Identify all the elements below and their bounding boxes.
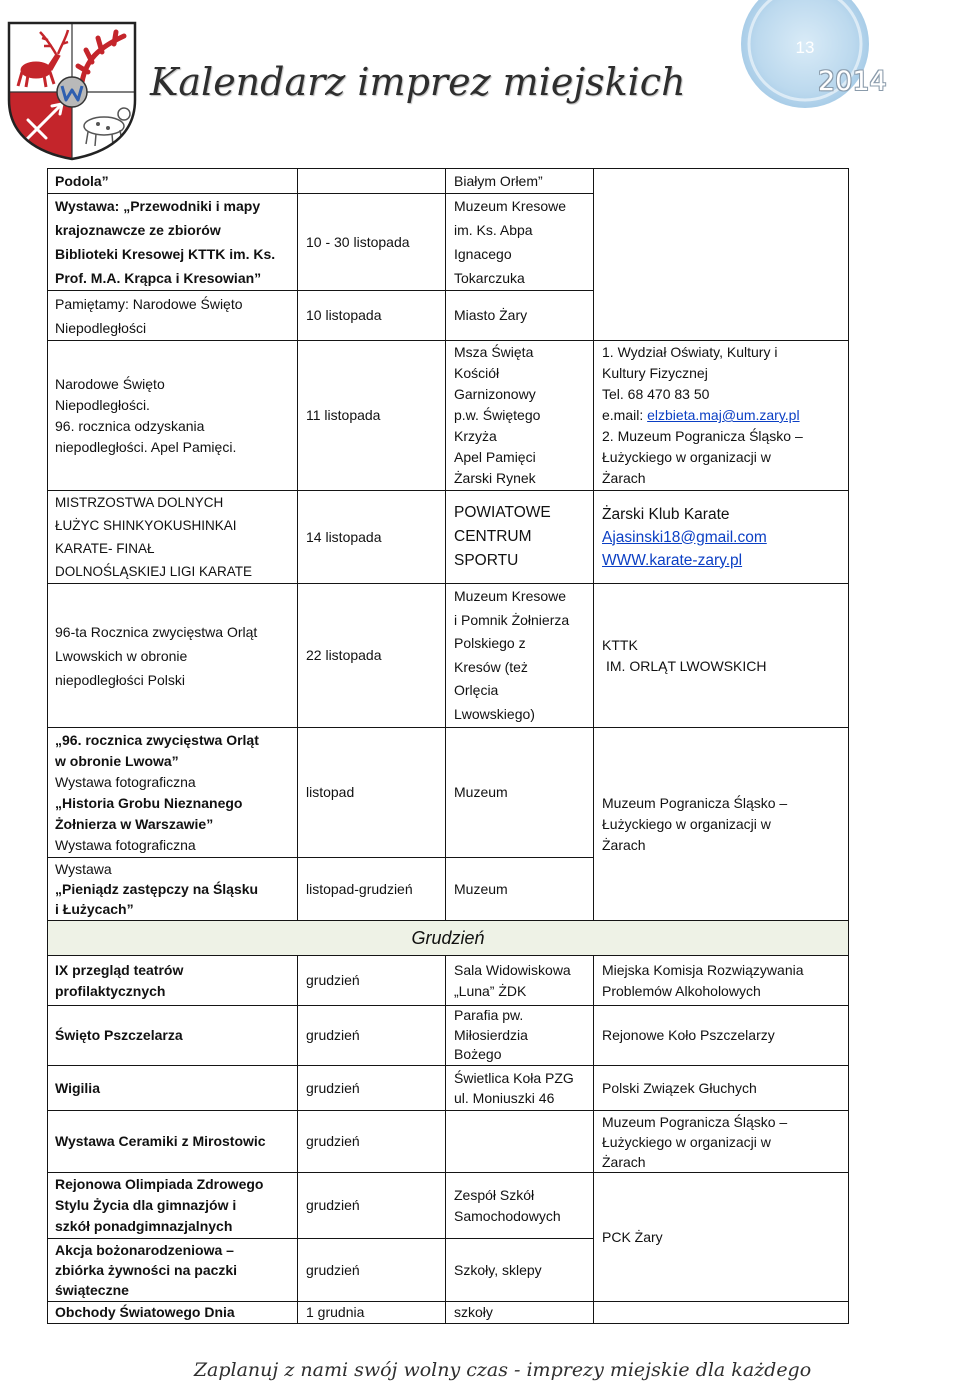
- place-cell: Muzeum Kresowe i Pomnik Żołnierza Polskiego z Kresów (też Orlęcia Lwowskiego): [446, 584, 594, 728]
- event-type: Wystawa fotograficzna: [55, 773, 196, 790]
- event-cell: Pamiętamy: Narodowe Święto Niepodległości: [48, 291, 298, 341]
- date-cell: [298, 169, 446, 194]
- email-link[interactable]: elzbieta.maj@um.zary.pl: [647, 407, 800, 423]
- place-cell: Białym Orłem”: [446, 169, 594, 194]
- organizer-cell: [594, 491, 849, 584]
- event-cell: MISTRZOSTWA DOLNYCH ŁUŻYC SHINKYOKUSHINKAI KARATE- FINAŁ DOLNOŚLĄSKIEJ LIGI KARATE: [48, 491, 298, 584]
- event-type: Wystawa fotograficzna: [55, 836, 196, 853]
- place-cell: Szkoły, sklepy: [446, 1239, 594, 1302]
- event-cell: Wigilia: [48, 1066, 298, 1111]
- place-cell: [446, 1111, 594, 1173]
- website-link[interactable]: WWW.karate-zary.pl: [602, 551, 743, 569]
- event-cell: Rejonowa Olimpiada Zdrowego Stylu Życia dla gimnazjów i szkół ponadgimnazjalnych: [48, 1173, 298, 1239]
- date-cell: grudzień: [298, 1239, 446, 1302]
- organizer-text: 1. Wydział Oświaty, Kultury i Kultury Fizycznej Tel. 68 470 83 50: [602, 344, 778, 402]
- event-cell: [48, 858, 298, 921]
- date-cell: listopad-grudzień: [298, 858, 446, 921]
- date-cell: 14 listopada: [298, 491, 446, 584]
- date-cell: 11 listopada: [298, 341, 446, 491]
- place-cell: Zespół Szkół Samochodowych: [446, 1173, 594, 1239]
- organizer-cell: Polski Związek Głuchych: [594, 1066, 849, 1111]
- organizer-email-line: [602, 405, 844, 426]
- table-row: [48, 1006, 849, 1066]
- place-cell: Muzeum Kresowe im. Ks. Abpa Ignacego Tokarczuka: [446, 194, 594, 291]
- table-row: [48, 956, 849, 1006]
- table-row: [48, 491, 849, 584]
- place-cell: Msza Święta Kościół Garnizonowy p.w. Świętego Krzyża Apel Pamięci Żarski Rynek: [446, 341, 594, 491]
- place-cell: szkoły: [446, 1302, 594, 1324]
- email-link[interactable]: Ajasinski18@gmail.com: [602, 528, 767, 546]
- place-cell: Świetlica Koła PZG ul. Moniuszki 46: [446, 1066, 594, 1111]
- page-number: 13: [795, 38, 815, 57]
- organizer-name: Żarski Klub Karate: [602, 505, 730, 523]
- table-row: [48, 1173, 849, 1239]
- event-type: Wystawa: [55, 861, 112, 877]
- table-row: [48, 341, 849, 491]
- event-cell: Wystawa Ceramiki z Mirostowic: [48, 1111, 298, 1173]
- page-footer: Zaplanuj z nami swój wolny czas - imprezy miejskie dla każdego: [193, 1359, 812, 1381]
- date-cell: grudzień: [298, 1111, 446, 1173]
- organizer-cell: PCK Żary: [594, 1173, 849, 1302]
- event-cell: Podola”: [48, 169, 298, 194]
- date-cell: grudzień: [298, 1173, 446, 1239]
- place-cell: Muzeum: [446, 728, 594, 858]
- date-cell: 1 grudnia: [298, 1302, 446, 1324]
- event-cell: Obchody Światowego Dnia: [48, 1302, 298, 1324]
- table-row: [48, 921, 849, 956]
- organizer-cell: [594, 169, 849, 341]
- event-cell: 96-ta Rocznica zwycięstwa Orląt Lwowskich w obronie niepodległości Polski: [48, 584, 298, 728]
- date-cell: 10 - 30 listopada: [298, 194, 446, 291]
- event-title: „Pieniądz zastępczy na Śląsku i Łużycach”: [55, 881, 259, 917]
- date-cell: grudzień: [298, 956, 446, 1006]
- organizer-cell: Muzeum Pogranicza Śląsko – Łużyckiego w organizacji w Żarach: [594, 1111, 849, 1173]
- organizer-cell: [594, 341, 849, 491]
- table-row: [48, 1302, 849, 1324]
- organizer-cell: [594, 1302, 849, 1324]
- place-cell: Miasto Żary: [446, 291, 594, 341]
- event-cell: Święto Pszczelarza: [48, 1006, 298, 1066]
- place-cell: Muzeum: [446, 858, 594, 921]
- date-cell: 10 listopada: [298, 291, 446, 341]
- organizer-text: IM. ORLĄT LWOWSKICH: [606, 657, 767, 674]
- event-cell: [48, 728, 298, 858]
- table-row: [48, 1066, 849, 1111]
- page-title: Kalendarz imprez miejskich: [150, 60, 686, 104]
- organizer-cell: Muzeum Pogranicza Śląsko – Łużyckiego w organizacji w Żarach: [594, 728, 849, 921]
- event-cell: IX przegląd teatrów profilaktycznych: [48, 956, 298, 1006]
- date-cell: listopad: [298, 728, 446, 858]
- organizer-cell: Rejonowe Koło Pszczelarzy: [594, 1006, 849, 1066]
- event-cell: Wystawa: „Przewodniki i mapy krajoznawcze ze zbiorów Biblioteki Kresowej KTTK im. Ks. Prof. M.A. Krąpca i Kresowian”: [48, 194, 298, 291]
- organizer-cell: Miejska Komisja Rozwiązywania Problemów Alkoholowych: [594, 956, 849, 1006]
- year-label: 2014: [818, 66, 887, 97]
- date-cell: grudzień: [298, 1006, 446, 1066]
- place-cell: POWIATOWE CENTRUM SPORTU: [446, 491, 594, 584]
- event-cell: Akcja bożonarodzeniowa – zbiórka żywności na paczki świąteczne: [48, 1239, 298, 1302]
- place-cell: Sala Widowiskowa „Luna” ŻDK: [446, 956, 594, 1006]
- place-cell: Parafia pw. Miłosierdzia Bożego: [446, 1006, 594, 1066]
- coat-of-arms-icon: [6, 20, 138, 162]
- event-cell: Narodowe Święto Niepodległości. 96. rocznica odzyskania niepodległości. Apel Pamięci.: [48, 341, 298, 491]
- date-cell: 22 listopada: [298, 584, 446, 728]
- event-title: „96. rocznica zwycięstwa Orląt w obronie Lwowa”: [55, 731, 259, 769]
- table-row: [48, 1111, 849, 1173]
- event-title: „Historia Grobu Nieznanego Żołnierza w Warszawie”: [55, 794, 243, 832]
- organizer-text: 2. Muzeum Pogranicza Śląsko – Łużyckiego w organizacji w Żarach: [602, 428, 803, 486]
- table-row: [48, 584, 849, 728]
- table-row: [48, 728, 849, 858]
- organizer-text: KTTK: [602, 636, 638, 653]
- events-calendar-table: [47, 168, 849, 1324]
- email-label: e.mail:: [602, 407, 648, 423]
- month-section-header: Grudzień: [48, 921, 849, 956]
- organizer-cell: [594, 584, 849, 728]
- table-row: [48, 169, 849, 194]
- date-cell: grudzień: [298, 1066, 446, 1111]
